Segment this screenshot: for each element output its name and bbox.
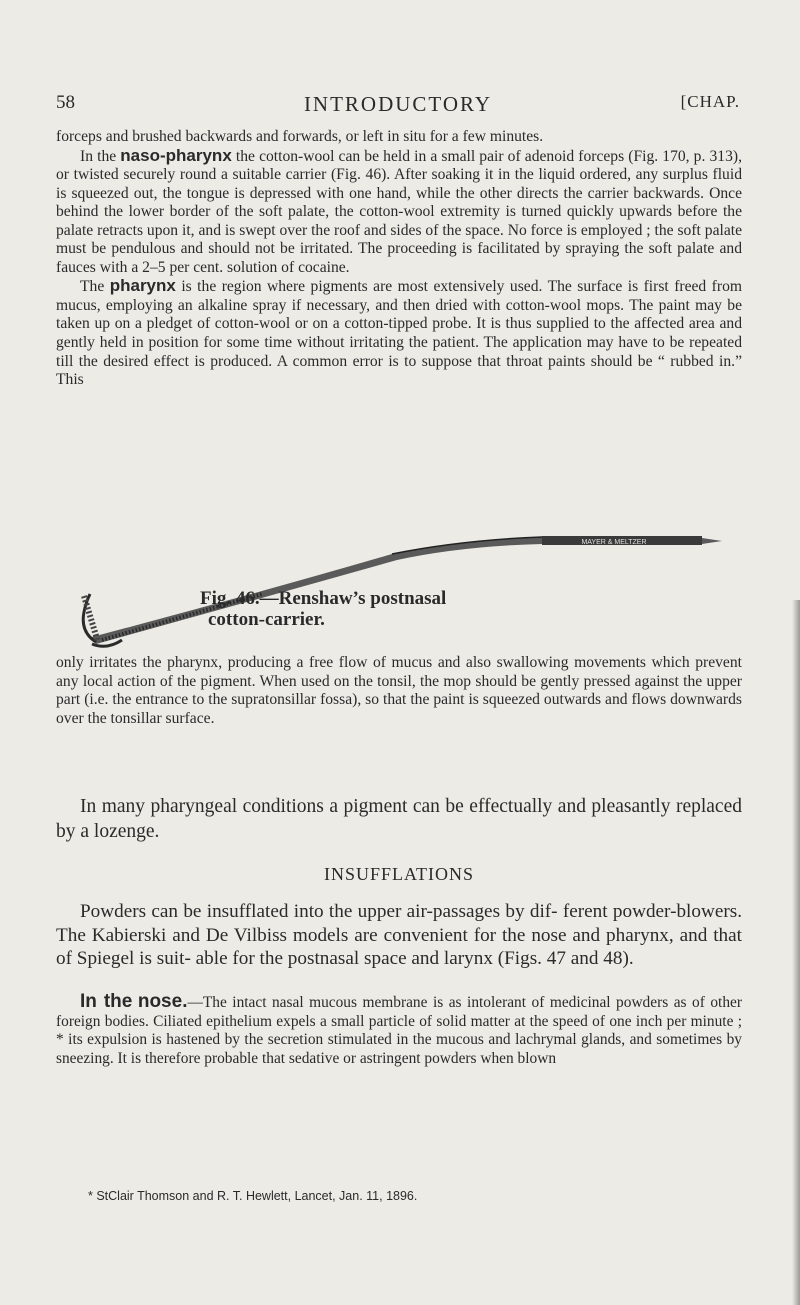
paragraph-naso-pharynx: In the naso-pharynx the cotton-wool can be held in a small pair of adenoid forceps (Fig. 170, p. 313), or twisted securely round a suitable carrier (Fig. 46). After soaking it in the liquid ordered, any surplus fluid is squeezed out, the tongue is depressed with one hand, while the other directs the carrier backwards. Once behind the lower border of the soft palate, the cotton-wool extremity is turned quickly upwards before the palate retracts upon it, and is swept over the roof and sides of the space. No force is employed ; the soft palate must be pendulous and should not be irritated. The proceeding is facilitated by spraying the soft palate and fauces with a 2–5 per cent. solution of cocaine.: [56, 145, 742, 276]
page-number: 58: [56, 92, 75, 113]
chapter-marker: [CHAP.: [680, 92, 740, 111]
section-heading-insufflations: INSUFFLATIONS: [323, 864, 475, 884]
subheading-naso-pharynx: naso-pharynx: [120, 145, 232, 165]
text-block-nose: [56, 993, 742, 1068]
page-edge-shadow: [792, 600, 800, 1305]
text-block-insufflations: [56, 900, 742, 971]
running-title: INTRODUCTORY: [303, 92, 493, 116]
paragraph: only irritates the pharynx, producing a free flow of mucus and also swallowing movements which prevent any local action of the pigment. When used on the tonsil, the mop should be gently pressed against the upper part (i.e. the entrance to the supratonsillar fossa), so that the paint is squeezed outwards and flows downwards over the tonsillar surface.: [56, 654, 742, 727]
paragraph: In many pharyngeal conditions a pigment can be effectually and pleasantly replaced by a lozenge.: [56, 796, 742, 842]
text-block-lozenge: [56, 794, 742, 844]
footnote: * StClair Thomson and R. T. Hewlett, Lancet, Jan. 11, 1896.: [88, 1189, 418, 1203]
paragraph-pharynx: The pharynx is the region where pigments are most extensively used. The surface is first freed from mucus, employing an alkaline spray if necessary, and then dried with cotton-wool mops. The paint may be taken up on a pledget of cotton-wool or on a cotton-tipped probe. It is thus supplied to the affected area and gently held in position for some time without irritating the patient. The application may have to be repeated till the desired effect is produced. A common error is to suppose that throat paints should be “ rubbed in.” This: [56, 276, 742, 389]
text-block-upper: [56, 128, 742, 390]
caption-line-1: Fig. 46.—Renshaw’s postnasal: [200, 588, 447, 609]
subheading-pharynx: pharynx: [109, 276, 176, 296]
figure-caption: [200, 588, 446, 630]
subheading-nose: nose.: [137, 991, 188, 1012]
maker-mark: MAYER & MELTZER: [581, 539, 647, 546]
paragraph: Powders can be insufflated into the upper air-passages by dif- ferent powder-blowers. The Kabierski and De Vilbiss models are convenient for the nose and pharynx, and that of Spiegel is suit- able for the postnasal space and larynx (Figs. 47 and 48).: [56, 901, 742, 969]
paragraph: forceps and brushed backwards and forwards, or left in situ for a few minutes.: [56, 128, 544, 145]
running-head: [56, 92, 740, 120]
text-block-middle: [56, 654, 742, 728]
paragraph-nose: In the nose.—The intact nasal mucous membrane is as intolerant of medicinal powders as of other foreign bodies. Ciliated epithelium expels a small particle of solid matter at the speed of one inch per minute ; * its expulsion is hastened by the secretion stimulated in the mucous and lachrymal glands, and sometimes by sneezing. It is therefore probable that sedative or astringent powders when blown: [56, 991, 742, 1067]
caption-line-2: cotton-carrier.: [208, 609, 325, 630]
